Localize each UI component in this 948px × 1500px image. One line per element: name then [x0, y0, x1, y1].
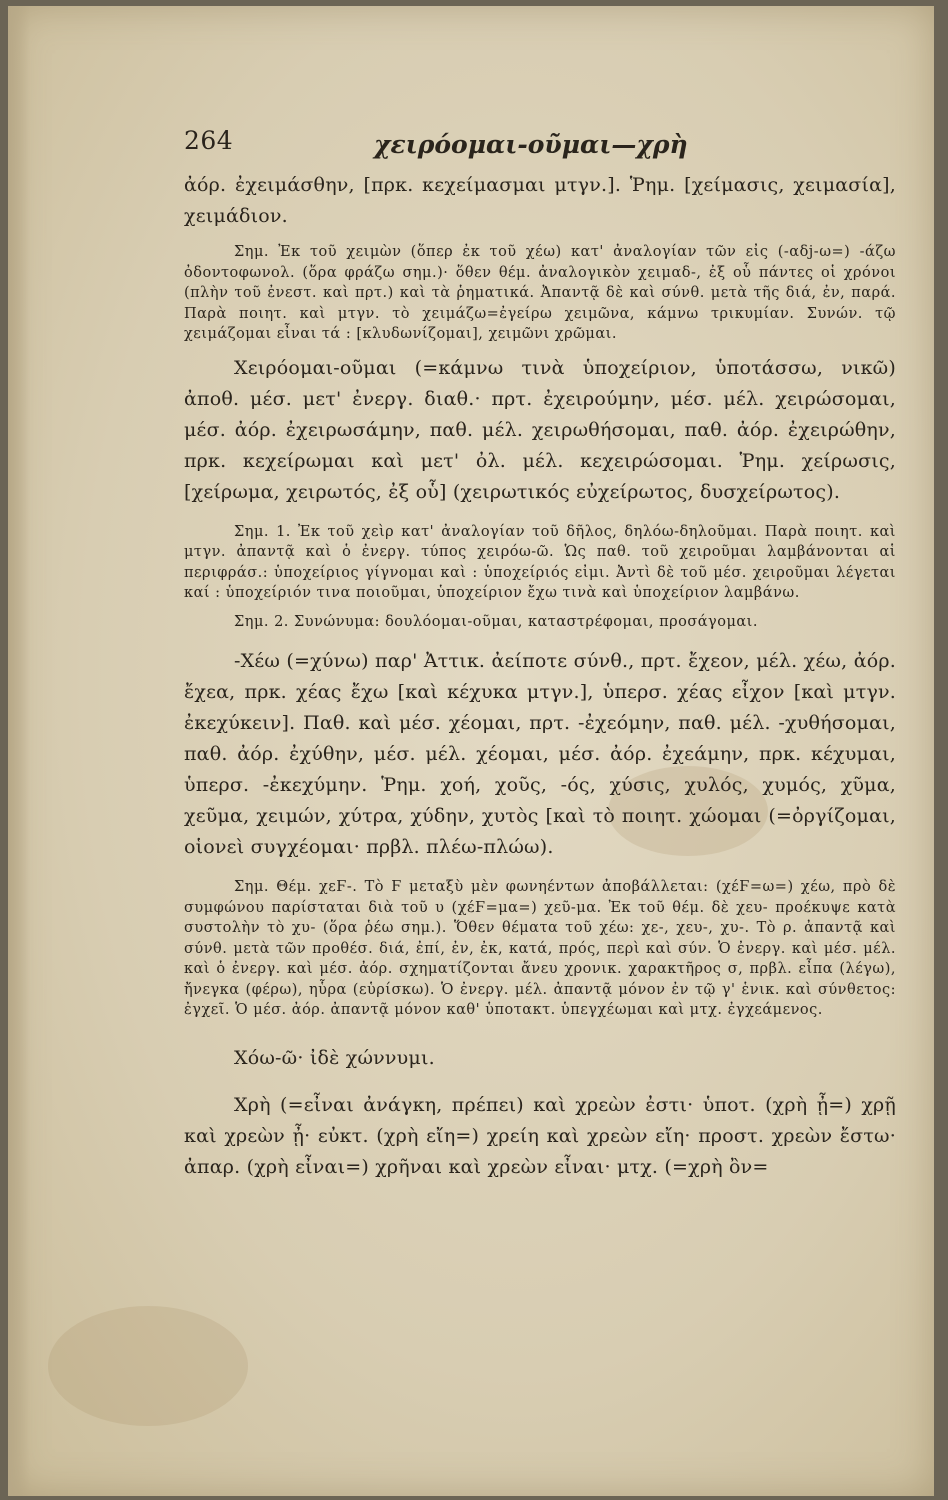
page-header [184, 126, 884, 166]
note-cheimazo: Σημ. Ἐκ τοῦ χειμὼν (ὅπερ ἐκ τοῦ χέω) κατ' ἀναλογίαν τῶν εἰς (-αδj-ω=) -άζω ὀδοντοφωνολ. (ὅρα φράζω σημ.)· ὅθεν θέμ. ἀναλογικὸν χειμαδ-, ἐξ οὗ πάντες οἱ χρόνοι (πλὴν τοῦ ἐνεστ. καὶ πρτ.) καὶ τὰ ῥηματικά. Ἀπαντᾷ δὲ καὶ σύνθ. μετὰ τῆς διά, ἐν, παρά. Παρὰ ποιητ. καὶ μτγν. τὸ χειμάζω=ἐγείρω χειμῶνα, κάμνω τρικυμίαν. Συνών. τῷ χειμάζομαι εἶναι τά : [κλυδωνίζομαι], χειμῶνι χρῶμαι. [184, 244, 896, 342]
entry-chre: Χρὴ (=εἶναι ἀνάγκη, πρέπει) καὶ χρεὼν ἐστι· ὑποτ. (χρὴ ᾖ=) χρῇ καὶ χρεὼν ᾖ· εὐκτ. (χρὴ εἴη=) χρείη καὶ χρεὼν εἴη· προστ. χρεὼν ἔστω· ἀπαρ. (χρὴ εἶναι=) χρῆναι καὶ χρεὼν εἶναι· μτχ. (=χρὴ ὂν= [184, 1093, 896, 1178]
page-body [184, 170, 896, 1183]
entry-choo: Χόω-ῶ· ἰδὲ χώννυμι. [234, 1046, 435, 1069]
note-2-synonyms: Σημ. 2. Συνώνυμα: δουλόομαι-οῦμαι, καταστρέφομαι, προσάγομαι. [234, 613, 758, 630]
note-1-cheiroomai: Σημ. 1. Ἐκ τοῦ χεὶρ κατ' ἀναλογίαν τοῦ δῆλος, δηλόω-δηλοῦμαι. Παρὰ ποιητ. καὶ μτγν. ἀπαντᾷ καὶ ὁ ἐνεργ. τύπος χειρόω-ῶ. Ὡς παθ. τοῦ χειροῦμαι λαμβάνονται αἱ περιφράσ.: ὑποχείριος γίγνομαι καὶ : ὑποχείριός εἰμι. Ἀντὶ δὲ τοῦ μέσ. χειροῦμαι λέγεται καί : ὑποχείριόν τινα ποιοῦμαι, ὑποχείριον ἔχω τινὰ καὶ ὑποχείριον λαμβάνω. [184, 523, 896, 601]
page-number: 264 [184, 126, 234, 155]
running-head: χειρόομαι-οῦμαι—χρὴ [374, 130, 688, 159]
paragraph-continuation: ἀόρ. ἐχειμάσθην, [πρκ. κεχείμασμαι μτγν.]. Ῥημ. [χείμασις, χειμασία], χειμάδιον. [184, 174, 896, 227]
book-page [8, 6, 934, 1496]
note-cheo: Σημ. Θέμ. χεϜ-. Τὸ Ϝ μεταξὺ μὲν φωνηέντων ἀποβάλλεται: (χέϜ=ω=) χέω, πρὸ δὲ συμφώνου παρίσταται διὰ τοῦ υ (χέϜ=μα=) χεῦ-μα. Ἐκ τοῦ θέμ. δὲ χευ- προέκυψε κατὰ συστολὴν τὸ χυ- (ὅρα ῥέω σημ.). Ὅθεν θέματα τοῦ χέω: χε-, χευ-, χυ-. Τὸ ρ. ἀπαντᾷ καὶ σύνθ. μετὰ τῶν προθέσ. διά, ἐπί, ἐν, ἐκ, κατά, πρός, περὶ καὶ σύν. Ὁ ἐνεργ. καὶ μέσ. μέλ. καὶ ὁ ἐνεργ. καὶ μέσ. ἀόρ. σχηματίζονται ἄνευ χρονικ. χαρακτῆρος σ, πρβλ. εἶπα (λέγω), ἤνεγκα (φέρω), ηὗρα (εὑρίσκω). Ὁ ἐνεργ. μέλ. ἀπαντᾷ μόνον ἐν τῷ γ' ἑνικ. καὶ σύνθετος: ἐγχεῖ. Ὁ μέσ. ἀόρ. ἀπαντᾷ μόνον καθ' ὑποτακτ. ὑπεγχέωμαι καὶ μτχ. ἐγχεάμενος. [184, 879, 896, 1018]
paper-stain [48, 1306, 248, 1426]
page-edge-shadow [8, 6, 30, 1496]
entry-cheo: -Χέω (=χύνω) παρ' Ἀττικ. ἀείποτε σύνθ., πρτ. ἔχεον, μέλ. χέω, ἀόρ. ἔχεα, πρκ. χέας ἔχω [καὶ κέχυκα μτγν.], ὑπερσ. χέας εἶχον [καὶ μτγν. ἐκεχύκειν]. Παθ. καὶ μέσ. χέομαι, πρτ. -ἐχεόμην, παθ. μέλ. -χυθήσομαι, παθ. ἀόρ. ἐχύθην, μέσ. μέλ. χέομαι, μέσ. ἀόρ. ἐχεάμην, πρκ. κέχυμαι, ὑπερσ. -ἐκεχύμην. Ῥημ. χοή, χοῦς, -ός, χύσις, χυλός, χυμός, χῦμα, χεῦμα, χειμών, χύτρα, χύδην, χυτὸς [καὶ τὸ ποιητ. χώομαι (=ὀργίζομαι, οἱονεὶ συγχέομαι· πρβλ. πλέω-πλώω). [184, 650, 896, 858]
entry-cheiroomai: Χειρόομαι-οῦμαι (=κάμνω τινὰ ὑποχείριον, ὑποτάσσω, νικῶ) ἀποθ. μέσ. μετ' ἐνεργ. διαθ.· πρτ. ἐχειρούμην, μέσ. μέλ. χειρώσομαι, μέσ. ἀόρ. ἐχειρωσάμην, παθ. μέλ. χειρωθήσομαι, παθ. ἀόρ. ἐχειρώθην, πρκ. κεχείρωμαι καὶ μετ' ὀλ. μέλ. κεχειρώσομαι. Ῥημ. χείρωσις, [χείρωμα, χειρωτός, ἐξ οὗ] (χειρωτικός εὐχείρωτος, δυσχείρωτος). [184, 356, 896, 503]
